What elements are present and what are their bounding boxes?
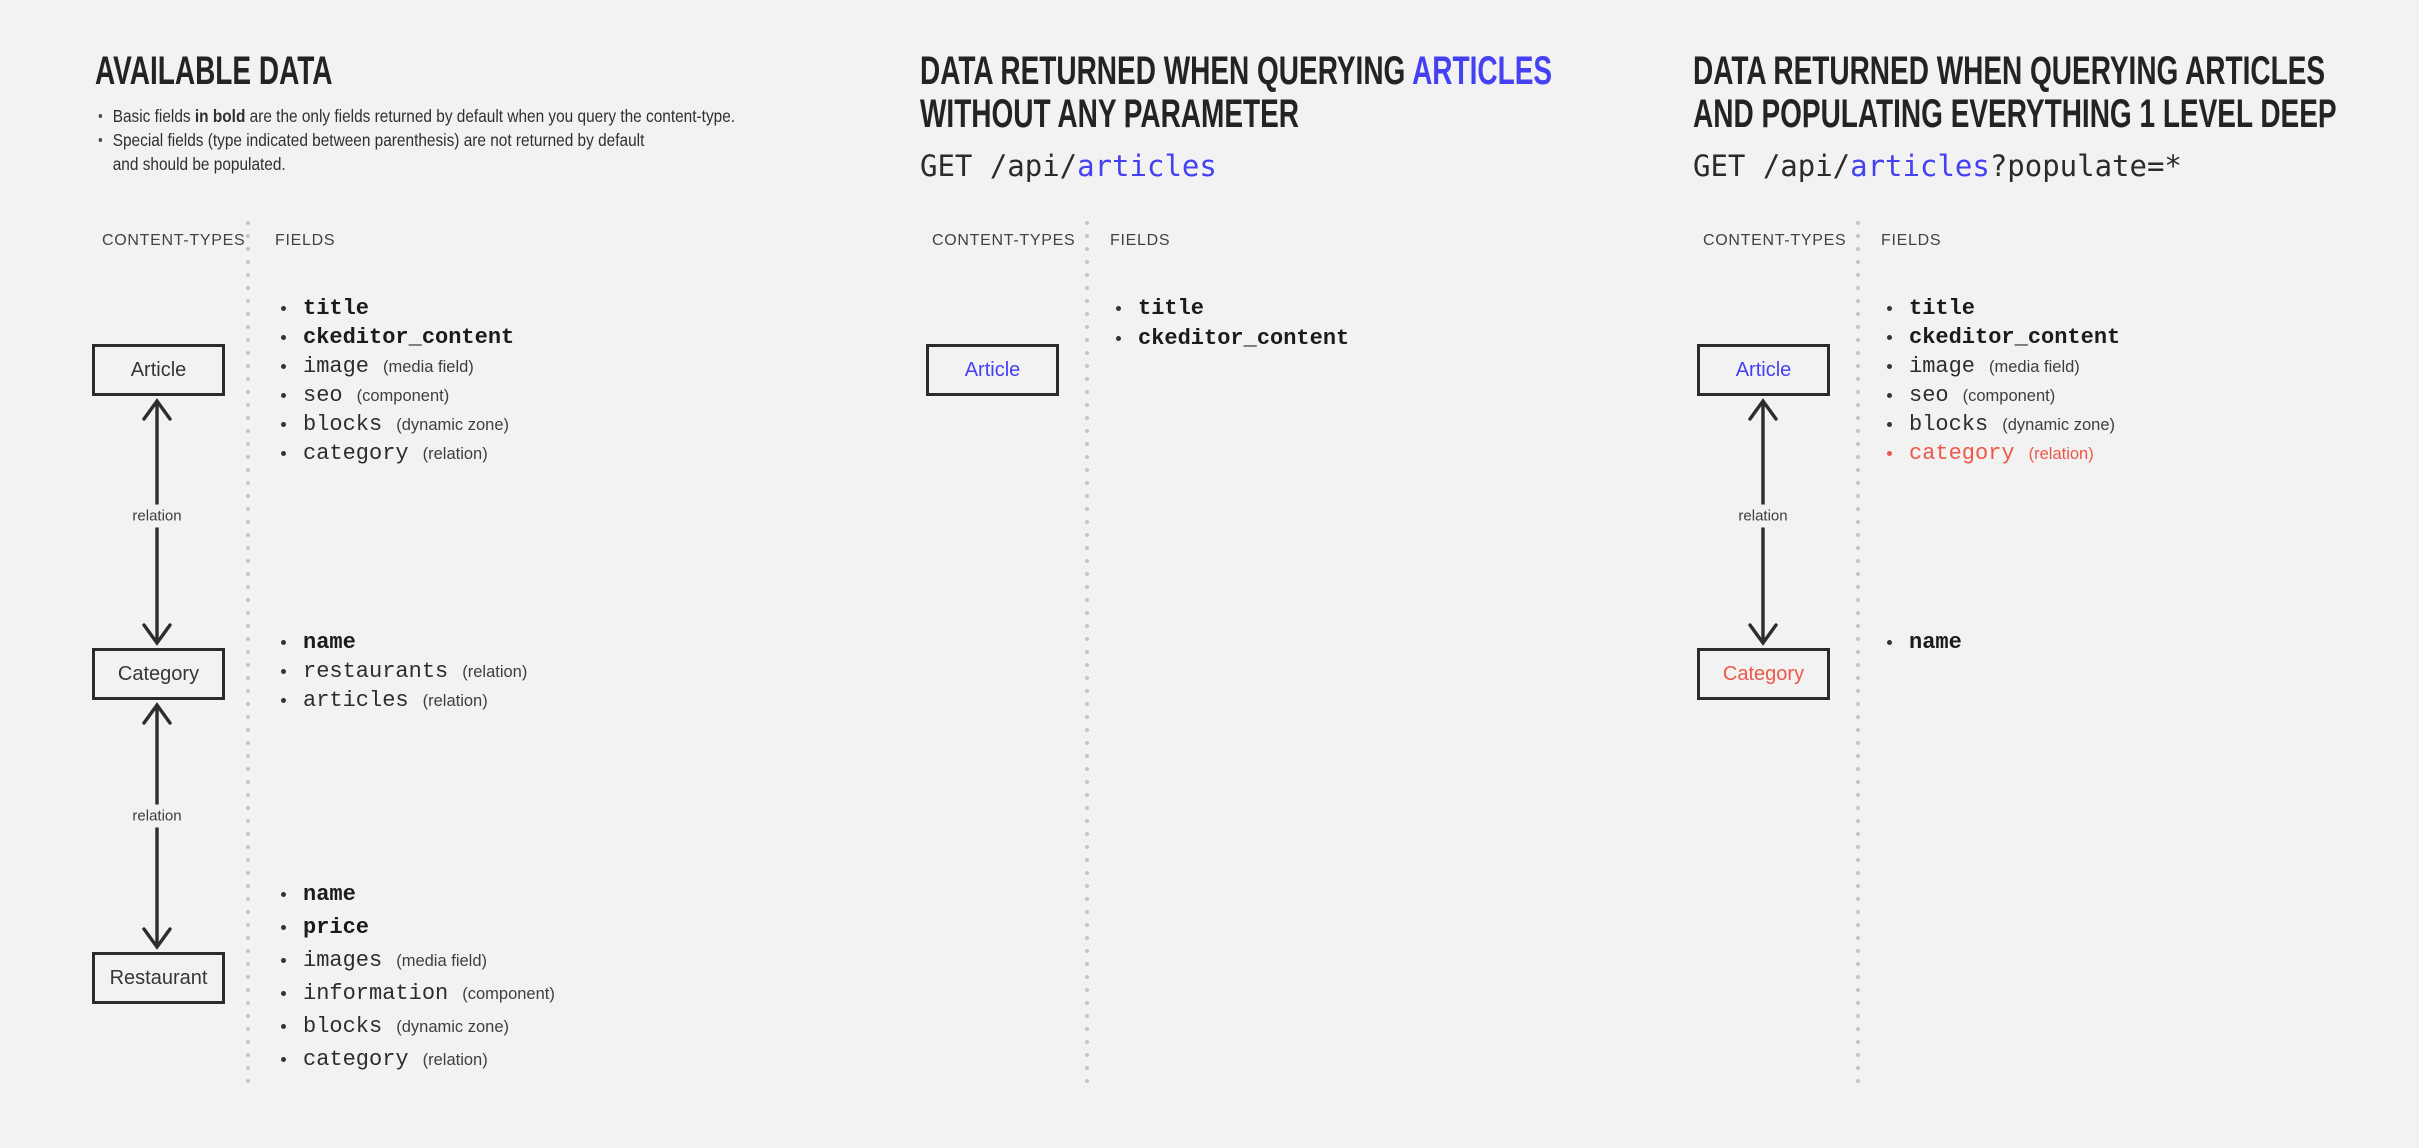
- request-endpoint: articles: [1850, 149, 1990, 183]
- field-annotation: (relation): [422, 445, 488, 463]
- field-item: [1880, 352, 2134, 381]
- field-name: seo: [1909, 383, 1949, 408]
- field-name: restaurants: [303, 659, 449, 684]
- field-name: title: [303, 296, 370, 321]
- field-name: ckeditor_content: [1138, 326, 1350, 351]
- field-annotation: (media field): [396, 952, 488, 970]
- note-text: Basic fields: [112, 106, 195, 126]
- content-type-box-article: Article: [926, 344, 1059, 396]
- article-fields-list: [274, 294, 528, 468]
- category-fields-list: [1880, 628, 1976, 657]
- request-line: [920, 149, 1217, 183]
- field-name: category: [303, 441, 409, 466]
- dotted-separator: [1856, 218, 1860, 1092]
- field-annotation: (component): [462, 985, 555, 1003]
- note-text: are the only fields returned by default when you query the content-type.: [245, 106, 736, 126]
- field-item: [274, 911, 555, 944]
- field-item: [1880, 381, 2134, 410]
- request-line: [1693, 149, 2182, 183]
- field-item: [274, 294, 528, 323]
- field-name: name: [303, 630, 356, 655]
- field-name: category: [303, 1047, 409, 1072]
- content-type-box-article: Article: [1697, 344, 1830, 396]
- field-annotation: (media field): [383, 358, 474, 376]
- field-name: title: [1909, 296, 1976, 321]
- field-name: category: [1909, 441, 2015, 466]
- restaurant-fields-list: [274, 878, 555, 1076]
- field-annotation: (media field): [1989, 358, 2080, 376]
- field-item: [1880, 410, 2134, 439]
- field-annotation: (dynamic zone): [396, 416, 510, 434]
- field-name: seo: [303, 383, 343, 408]
- title-text: DATA RETURNED WHEN QUERYING: [920, 49, 1413, 93]
- field-item: [1109, 294, 1363, 324]
- field-annotation: (dynamic zone): [396, 1018, 510, 1036]
- field-item: [274, 381, 528, 410]
- note-item: [96, 104, 735, 128]
- field-item: [1880, 323, 2134, 352]
- field-item: [1109, 324, 1363, 354]
- title-text: AND POPULATING EVERYTHING 1 LEVEL DEEP: [1693, 92, 2337, 136]
- field-name: articles: [303, 688, 409, 713]
- field-annotation: (relation): [422, 692, 488, 710]
- notes-list: [96, 104, 735, 176]
- column-header-content-types: CONTENT-TYPES: [932, 232, 1076, 249]
- field-annotation: (component): [356, 387, 450, 405]
- content-type-box-restaurant: Restaurant: [92, 952, 225, 1004]
- title-highlight: ARTICLES: [1412, 49, 1553, 93]
- field-name: name: [303, 882, 356, 907]
- dotted-separator: [1085, 218, 1089, 1092]
- title-text: WITHOUT ANY PARAMETER: [920, 92, 1300, 136]
- field-item: [274, 628, 527, 657]
- content-type-box-category: Category: [92, 648, 225, 700]
- relation-label: relation: [127, 505, 186, 528]
- field-name: blocks: [1909, 412, 1989, 437]
- field-item: [274, 657, 527, 686]
- field-item: [1880, 294, 2134, 323]
- panel-title-available-data: AVAILABLE DATA: [95, 49, 333, 93]
- content-type-box-category: Category: [1697, 648, 1830, 700]
- note-text: Special fields (type indicated between parenthesis) are not returned by default: [112, 130, 645, 150]
- request-endpoint: articles: [1077, 149, 1217, 183]
- dotted-separator: [246, 218, 250, 1092]
- column-header-fields: FIELDS: [1110, 232, 1171, 249]
- field-item: [1880, 628, 1976, 657]
- field-name: ckeditor_content: [1909, 325, 2121, 350]
- field-item: [274, 352, 528, 381]
- field-name: name: [1909, 630, 1962, 655]
- field-annotation: (component): [1962, 387, 2056, 405]
- field-item: [274, 1043, 555, 1076]
- field-name: ckeditor_content: [303, 325, 515, 350]
- field-name: image: [303, 354, 370, 379]
- panel-title-query-no-parameter: [920, 50, 1552, 136]
- field-annotation: (relation): [422, 1051, 488, 1069]
- request-suffix: ?populate=*: [1989, 149, 2182, 183]
- field-item: [274, 878, 555, 911]
- field-name: blocks: [303, 412, 383, 437]
- field-item: [274, 686, 527, 715]
- column-header-fields: FIELDS: [275, 232, 336, 249]
- column-header-content-types: CONTENT-TYPES: [102, 232, 246, 249]
- category-fields-list: [274, 628, 527, 715]
- field-item-populated-relation: [1880, 439, 2134, 468]
- column-header-fields: FIELDS: [1881, 232, 1942, 249]
- relation-label: relation: [1733, 505, 1792, 528]
- article-fields-list: [1880, 294, 2134, 468]
- field-item: [274, 1010, 555, 1043]
- field-item: [274, 977, 555, 1010]
- field-annotation: (relation): [462, 663, 528, 681]
- field-annotation: (relation): [2028, 445, 2094, 463]
- field-item: [274, 410, 528, 439]
- request-prefix: GET /api/: [920, 149, 1078, 183]
- column-header-content-types: CONTENT-TYPES: [1703, 232, 1847, 249]
- content-type-box-article: Article: [92, 344, 225, 396]
- relation-label: relation: [127, 805, 186, 828]
- field-name: images: [303, 948, 383, 973]
- note-text: and should be populated.: [112, 154, 286, 174]
- field-item: [274, 944, 555, 977]
- title-text: DATA RETURNED WHEN QUERYING ARTICLES: [1693, 49, 2326, 93]
- field-name: information: [303, 981, 449, 1006]
- request-prefix: GET /api/: [1693, 149, 1851, 183]
- field-item: [274, 323, 528, 352]
- panel-title-query-populate: [1693, 50, 2337, 136]
- field-item: [274, 439, 528, 468]
- note-item: [96, 128, 735, 176]
- field-name: title: [1138, 296, 1205, 321]
- article-fields-list: [1109, 294, 1363, 354]
- field-name: blocks: [303, 1014, 383, 1039]
- note-text-bold: in bold: [194, 106, 246, 126]
- field-name: image: [1909, 354, 1976, 379]
- field-name: price: [303, 915, 370, 940]
- field-annotation: (dynamic zone): [2002, 416, 2116, 434]
